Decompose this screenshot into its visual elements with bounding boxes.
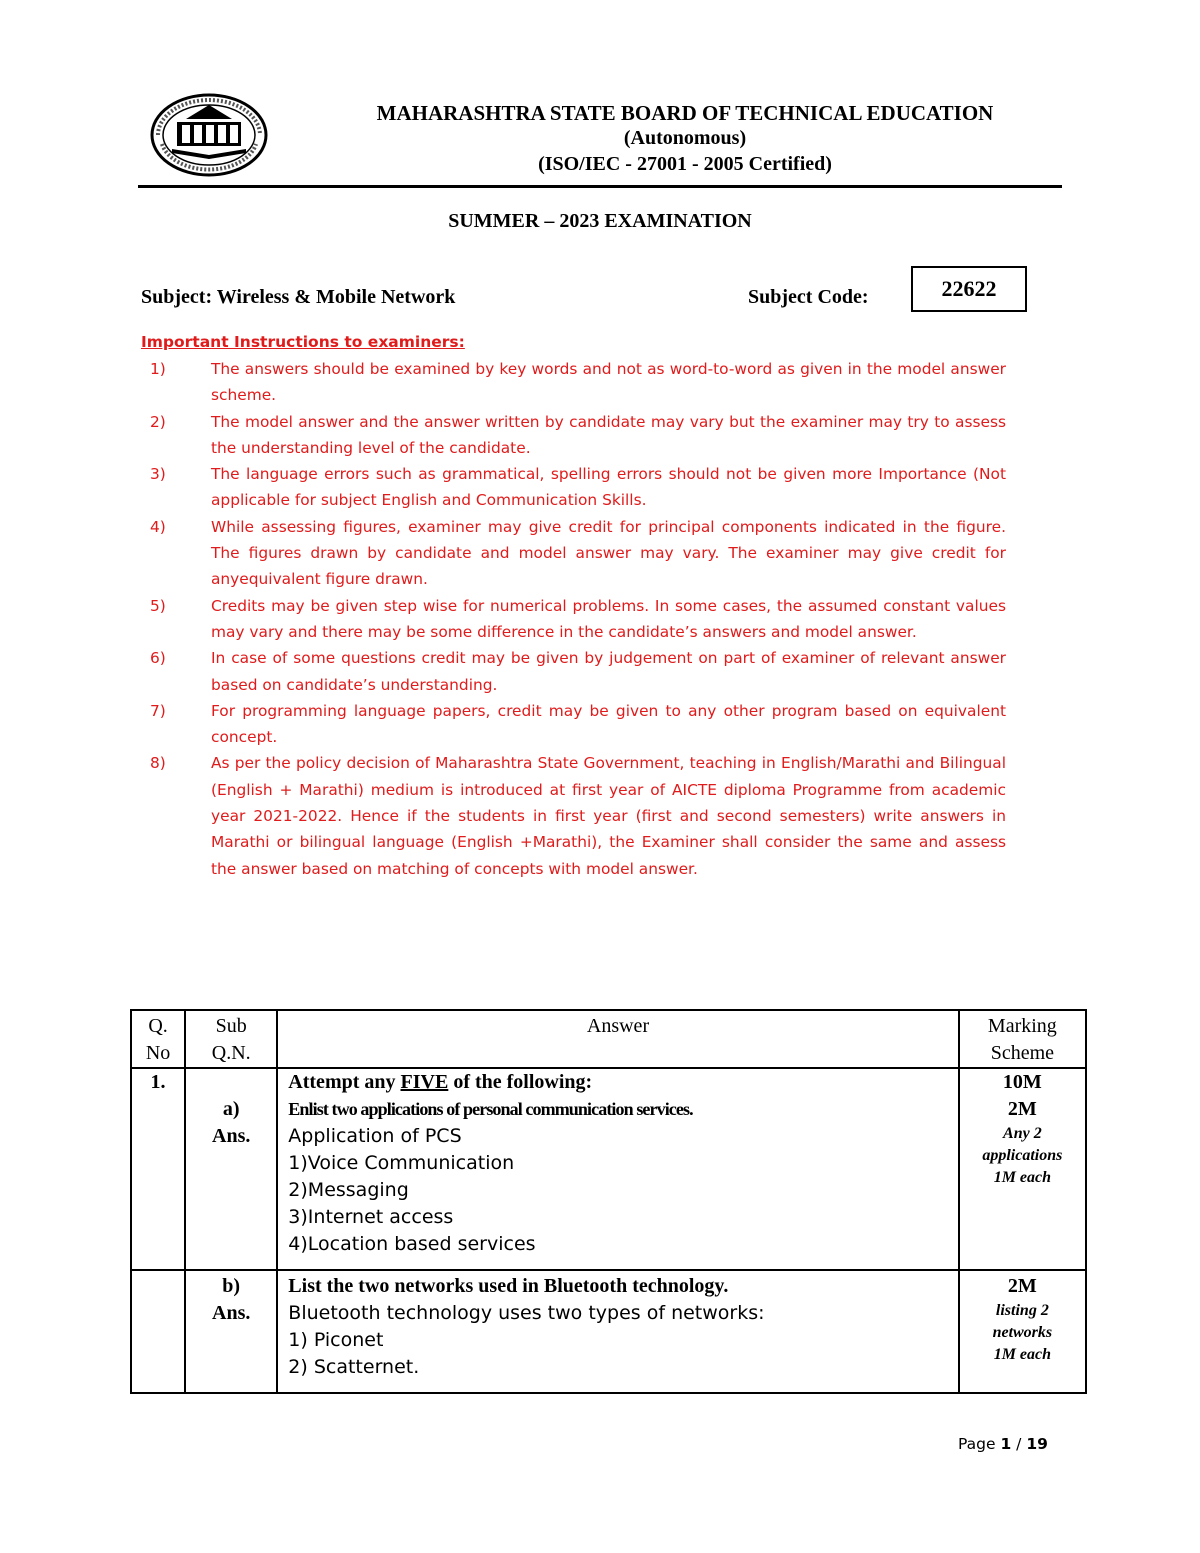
marking-note: 1M each — [993, 1346, 1052, 1363]
instruction-item — [150, 356, 1006, 409]
header-answer-label: Answer — [586, 1015, 650, 1037]
instruction-number: 4) — [150, 517, 166, 536]
marking-cell — [959, 1270, 1086, 1393]
total-marks: 10M — [1002, 1071, 1042, 1093]
sub-question-cell — [185, 1068, 277, 1270]
instruction-number: 3) — [150, 465, 166, 484]
header-subqn — [185, 1010, 277, 1068]
sub-question-label: b) — [222, 1275, 241, 1297]
answer-line: Bluetooth technology uses two types of networks: — [288, 1302, 765, 1324]
exam-title: SUMMER – 2023 EXAMINATION — [448, 210, 752, 232]
header-sub-line1: Sub — [215, 1015, 247, 1037]
instruction-number: 1) — [150, 360, 166, 378]
heading-prefix: Attempt any — [288, 1071, 401, 1093]
table-row — [131, 1068, 1086, 1270]
header-divider — [138, 185, 1062, 188]
answer-line: 3)Internet access — [288, 1206, 454, 1228]
header-sub-line2: Q.N. — [211, 1042, 251, 1064]
question-heading — [288, 1069, 951, 1096]
subject-line: Subject: Wireless & Mobile Network — [141, 286, 456, 308]
instruction-item — [150, 645, 1006, 698]
sub-question-label: a) — [222, 1098, 240, 1120]
instruction-item — [150, 698, 1006, 751]
page-separator: / — [1011, 1435, 1027, 1453]
subject-code: 22622 — [941, 276, 997, 301]
instructions-heading: Important Instructions to examiners: — [141, 333, 465, 351]
page-current: 1 — [1000, 1435, 1012, 1453]
answer-table — [130, 1009, 1087, 1394]
instructions-list — [150, 356, 1006, 882]
marking-note: listing 2 — [995, 1302, 1049, 1319]
answer-line: 1)Voice Communication — [288, 1152, 515, 1174]
answer-cell — [277, 1068, 958, 1270]
instruction-text: The model answer and the answer written by candidate may vary but the examiner may try to assess the understanding level of the candidate. — [211, 412, 1006, 457]
table-row — [131, 1270, 1086, 1393]
instruction-number: 8) — [150, 754, 166, 773]
question-number: 1. — [131, 1068, 185, 1270]
marking-cell — [959, 1068, 1086, 1270]
instruction-item — [150, 461, 1006, 514]
instruction-item — [150, 409, 1006, 462]
question-marks: 2M — [1007, 1098, 1037, 1120]
answer-line: Application of PCS — [288, 1125, 462, 1147]
instruction-item — [150, 514, 1006, 593]
subject-code-label: Subject Code: — [748, 286, 869, 308]
sub-question-cell — [185, 1270, 277, 1393]
header-marking — [959, 1010, 1086, 1068]
table-header-row — [131, 1010, 1086, 1068]
header-marking-line1: Marking — [987, 1015, 1057, 1037]
instruction-text: For programming language papers, credit may be given to any other program based on equivalent concept. — [211, 701, 1006, 747]
header-answer — [277, 1010, 958, 1068]
question-text: Enlist two applications of personal communication services. — [288, 1099, 693, 1119]
instruction-text: The language errors such as grammatical, spelling errors should not be given more Importance (Not applicable for subject English and Communication Skills. — [211, 465, 1006, 510]
instruction-text: Credits may be given step wise for numerical problems. In some cases, the assumed constant values may vary and there may be some difference in the candidate’s answers and model answer. — [211, 596, 1006, 641]
instruction-number: 5) — [150, 596, 166, 615]
question-number — [131, 1270, 185, 1393]
marking-note: 1M each — [993, 1169, 1052, 1186]
instruction-item — [150, 750, 1006, 881]
instruction-text: While assessing figures, examiner may give credit for principal components indicated in the figure. The figures drawn by candidate and model answer may vary. The examiner may give credit for anyequivalent figure drawn. — [211, 517, 1006, 589]
instruction-text: The answers should be examined by key words and not as word-to-word as given in the model answer scheme. — [211, 360, 1006, 405]
instruction-item — [150, 593, 1006, 646]
page-number — [958, 1435, 1048, 1453]
heading-suffix: of the following: — [448, 1071, 593, 1093]
subject-code-box — [911, 266, 1027, 312]
header-qno — [131, 1010, 185, 1068]
ans-label: Ans. — [212, 1125, 251, 1147]
instruction-number: 7) — [150, 701, 166, 720]
answer-line: 2)Messaging — [288, 1179, 409, 1201]
answer-line: 1) Piconet — [288, 1329, 384, 1351]
header-qno-line1: Q. — [148, 1015, 168, 1037]
certification-label: (ISO/IEC - 27001 - 2005 Certified) — [538, 153, 832, 175]
instruction-text: As per the policy decision of Maharashtra State Government, teaching in English/Marathi and Bilingual (English + Marathi) medium is introduced at first year of AICTE diploma Programme from academic year 2021-2022. Hence if the students in first year (first and second semesters) write answers in Marathi or bilingual language (English +Marathi), the Examiner shall consider the same and assess the answer based on matching of concepts with model answer. — [211, 754, 1006, 878]
answer-line: 2) Scatternet. — [288, 1356, 420, 1378]
answer-line: 4)Location based services — [288, 1233, 536, 1255]
autonomous-label: (Autonomous) — [623, 127, 747, 149]
marking-note: applications — [982, 1147, 1063, 1164]
ans-label: Ans. — [212, 1302, 251, 1324]
header-marking-line2: Scheme — [990, 1042, 1055, 1064]
page-total: 19 — [1026, 1435, 1048, 1453]
page-label: Page — [958, 1435, 1001, 1453]
marking-note: Any 2 — [1003, 1125, 1042, 1142]
header-qno-line2: No — [145, 1042, 171, 1064]
question-marks: 2M — [1007, 1275, 1037, 1297]
board-name: MAHARASHTRA STATE BOARD OF TECHNICAL EDUCATION — [376, 101, 994, 125]
instruction-number: 6) — [150, 649, 166, 668]
question-text: List the two networks used in Bluetooth technology. — [288, 1275, 729, 1297]
heading-emphasis: FIVE — [400, 1071, 449, 1093]
marking-note: networks — [992, 1324, 1053, 1341]
instruction-number: 2) — [150, 412, 166, 431]
instruction-text: In case of some questions credit may be given by judgement on part of examiner of relevant answer based on candidate’s understanding. — [211, 649, 1006, 694]
msbte-logo — [148, 92, 270, 178]
answer-cell — [277, 1270, 958, 1393]
